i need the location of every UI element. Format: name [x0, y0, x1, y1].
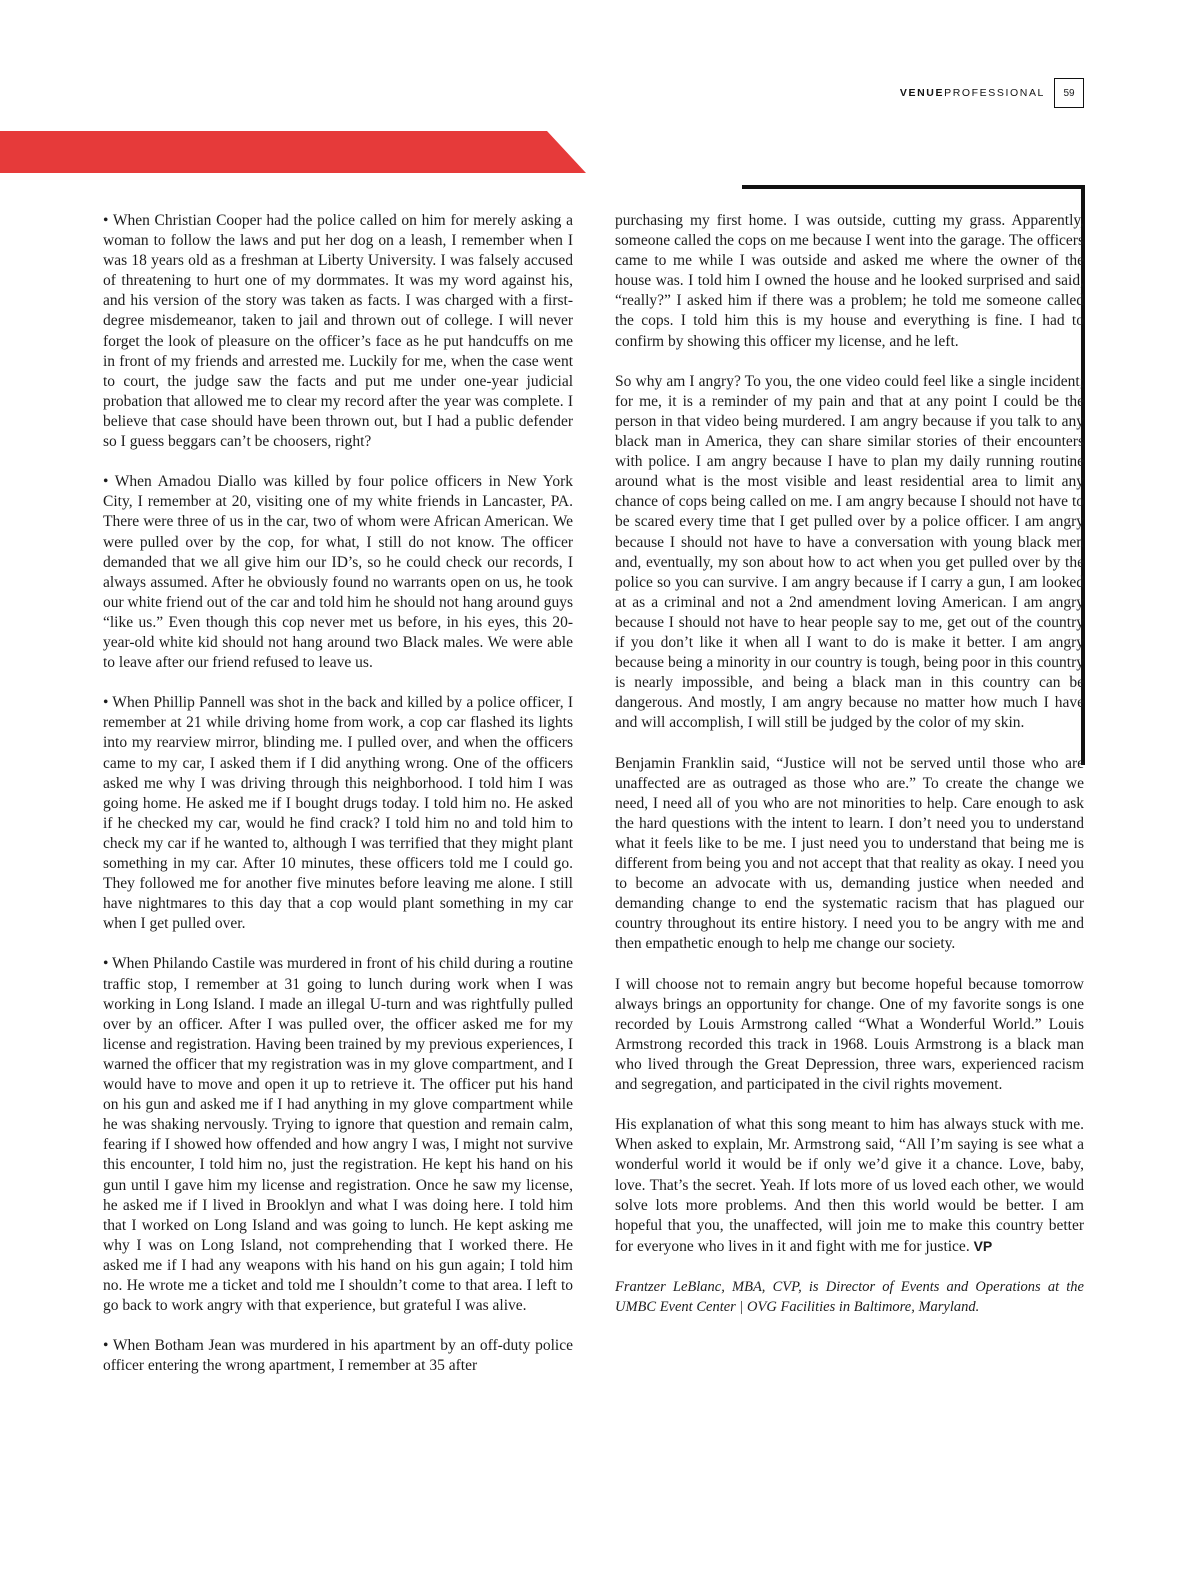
paragraph: So why am I angry? To you, the one video could feel like a single incident; for me, it is a reminder of my pain and that at any point I could be the person in that video being murdered. I am angry because if you talk to any black man in America, they can share similar stories of their encounters with police. I am angry because I have to plan my daily running routine around what is the most visible and least residential area to limit any chance of cops being called on me. I am angry because I should not have to be scared every time that I get pulled over by a police officer. I am angry because I should not have to have a conversation with young black men and, eventually, my son about how to act when you get pulled over by the police so you can survive. I am angry because if I carry a gun, I am looked at as a criminal and not a 2nd amendment loving American. I am angry because I should not have to hear people say to me, get out of the country if you don’t like it when all I want to do is make it better. I am angry because being a minority in our country is tough, being poor in this country is nearly impossible, and being a black man in this country can be dangerous. And mostly, I am angry because no matter how much I have and will accomplish, I will still be judged by the color of my skin. [615, 372, 1084, 732]
paragraph: Benjamin Franklin said, “Justice will not be served until those who are unaffected are as outraged as those who are.” To create the change we need, I need all of you who are not minorities to help. Care enough to ask the hard questions with the intent to learn. I don’t need you to understand what it feels like to be me. I just need you to understand that being me is different from being you and not accept that that reality as okay. I need you to become an advocate with us, demanding justice when needed and demanding change to end the systematic racism that has plagued our country throughout its entire history. I need you to be angry with me and then empathetic enough to help me change our society. [615, 754, 1084, 953]
closing-paragraph [615, 1115, 1084, 1257]
paragraph: • When Phillip Pannell was shot in the back and killed by a police officer, I remember at 21 while driving home from work, a cop car flashed its lights into my rearview mirror, blinding me. I pulled over, and when the officers came to my car, I asked them if I did anything wrong. One of the officers asked me why I was driving through this neighborhood. I told him I was going home. He asked me if I bought drugs today. I told him no. He asked if he checked my car, would he find crack? I told him no and told him to check my car if he wanted to, although I was terrified that they might plant something in my car. After 10 minutes, these officers told me I could go. They followed me for another five minutes before leaving me alone. I still have nightmares to this day that a cop would plant something in my car when I get pulled over. [103, 694, 573, 933]
page-header [900, 77, 1084, 109]
left-column [103, 211, 573, 1397]
paragraph: • When Christian Cooper had the police called on him for merely asking a woman to follow the laws and put her dog on a leash, I remember when I was 18 years old as a freshman at Liberty University. I was falsely accused of threatening to hurt one of my dormmates. It was my word against his, and his version of the story was taken as facts. I was charged with a first-degree misdemeanor, taken to jail and thrown out of college. I will never forget the look of pleasure on the officer’s face as he put handcuffs on me in front of my friends and arrested me. Luckily for me, when the case went to court, the judge saw the facts and put me under one-year judicial probation that allowed me to clear my record after the year was complete. I believe that case should have been thrown out, but I had a public defender so I guess beggars can’t be choosers, right? [103, 212, 573, 451]
author-byline: Frantzer LeBlanc, MBA, CVP, is Director of Events and Operations at the UMBC Event Center | OVG Facilities in Baltimore, Maryland. [615, 1278, 1084, 1315]
closing-text: His explanation of what this song meant to him has always stuck with me. When asked to explain, Mr. Armstrong said, “All I’m saying is see what a wonderful world it would be if only we’d give it a chance. Love, baby, love. That’s the secret. Yeah. If lots more of us loved each other, we would solve lots more problems. And then this world would be better. I am hopeful that you, the unaffected, will join me to make this country better for everyone who lives in it and fight with me for justice. [615, 1116, 1084, 1255]
brand-bold: VENUE [899, 87, 945, 99]
paragraph: I will choose not to remain angry but become hopeful because tomorrow always brings an opportunity for change. One of my favorite songs is one recorded by Louis Armstrong called “What a Wonderful World.” Louis Armstrong recorded this track in 1968. Louis Armstrong is a black man who lived through the Great Depression, three wars, experienced racism and segregation, and participated in the civil rights movement. [615, 975, 1084, 1094]
paragraph: purchasing my first home. I was outside, cutting my grass. Apparently, someone called the cops on me because I went into the garage. The officers came to me while I was outside and asked me where the owner of the house was. I told him I owned the house and he looked surprised and said, “really?” I asked him if there was a problem; he told me someone called the cops. I told him this is my house and everything is fine. I had to confirm by showing this officer my license, and he left. [615, 212, 1084, 350]
red-accent-band [0, 131, 586, 173]
magazine-brand [900, 87, 1045, 99]
paragraph: • When Philando Castile was murdered in front of his child during a routine traffic stop, I remember at 31 going to lunch during work when I was working in Long Island. I made an illegal U-turn and was rightfully pulled over by an officer. After I was pulled over, the officer asked me for my license and registration. Having been trained by my previous experiences, I warned the officer that my registration was in my glove compartment, and I would have to move and open it up to retrieve it. The officer put his hand on his gun and asked me if I had anything in my glove compartment while he was shaking nervously. Trying to ignore that question and remain calm, fearing if I showed how offended and how angry I was, I might not survive this encounter, I told him no, just the registration. He kept his hand on his gun until I gave him my license and registration. Once he saw my license, he asked me if I lived in Brooklyn and what I was doing here. I told him that I worked on Long Island and was going to lunch. He kept asking me why I was on Long Island, not comprehending that I worked there. He asked me if I had any weapons with his hand on his gun again; I told him no. He wrote me a ticket and told me I shouldn’t come to that area. I left to go back to work angry with that experience, but grateful I was alive. [103, 955, 573, 1315]
end-mark: VP [973, 1237, 993, 1254]
frame-top-rule [742, 185, 1085, 189]
right-column [615, 211, 1084, 1471]
page-number: 59 [1054, 78, 1084, 108]
paragraph: • When Amadou Diallo was killed by four police officers in New York City, I remember at 20, visiting one of my white friends in Lancaster, PA. There were three of us in the car, two of whom were African American. We were pulled over by the cop, for what, I still do not know. The officer demanded that we all give him our ID’s, so he could check our records, I always assumed. After he obviously found no warrants open on us, he took our white friend out of the car and told him he should not hang around guys “like us.” Even though this cop never met us before, in his eyes, this 20-year-old white kid should not hang around two Black males. We were able to leave after our friend refused to leave us. [103, 473, 573, 672]
brand-light: PROFESSIONAL [944, 87, 1045, 99]
paragraph: • When Botham Jean was murdered in his apartment by an off-duty police officer entering the wrong apartment, I remember at 35 after [103, 1337, 573, 1375]
